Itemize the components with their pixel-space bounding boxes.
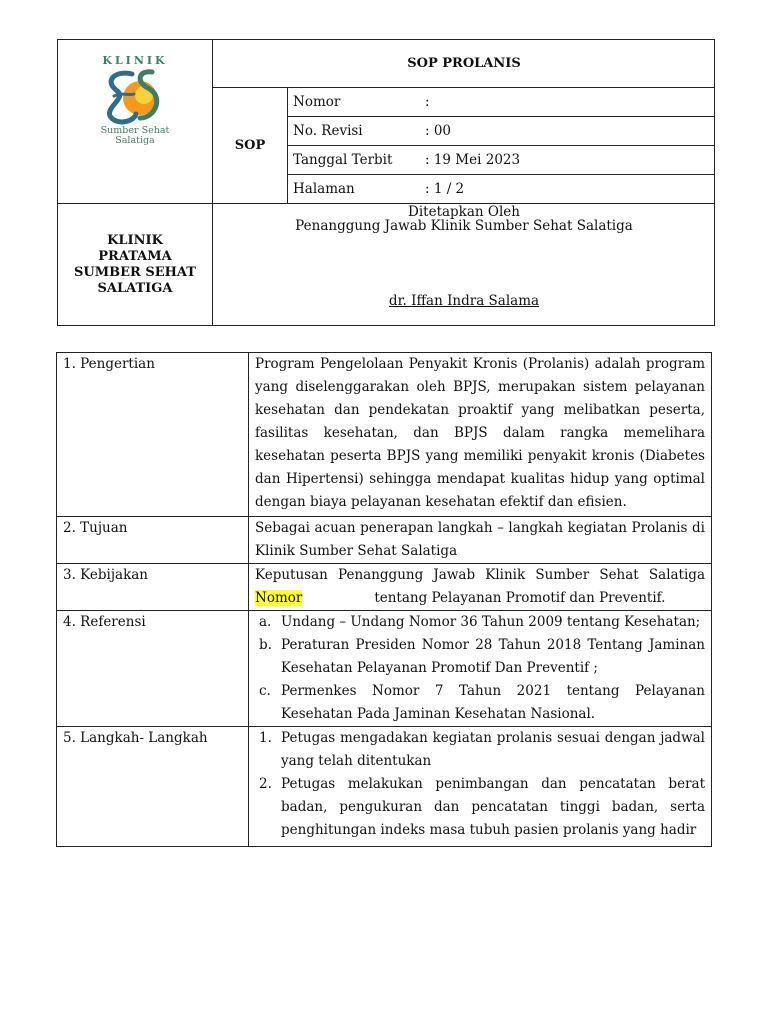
list-text: Petugas mengadakan kegiatan prolanis sesuai dengan jadwal yang telah ditentukan — [281, 730, 705, 769]
section-text: Sebagai acuan penerapan langkah – langkah kegiatan Prolanis di Klinik Sumber Sehat Salatiga — [249, 517, 712, 564]
meta-row-nomor — [287, 87, 715, 116]
section-label: 1. Pengertian — [57, 353, 249, 517]
section-label: 2. Tujuan — [57, 517, 249, 564]
list-item — [255, 727, 705, 773]
list-text: Peraturan Presiden Nomor 28 Tahun 2018 Tentang Jaminan Kesehatan Pelayanan Promotif Dan Preventif ; — [281, 637, 705, 676]
sop-label: SOP — [212, 87, 287, 203]
table-row-pengertian — [57, 353, 712, 517]
approval-block — [212, 203, 715, 325]
clinic-name-line: SALATIGA — [97, 280, 173, 296]
table-row-referensi — [57, 611, 712, 727]
list-item — [255, 680, 705, 726]
list-item — [255, 611, 705, 634]
list-text: Petugas melakukan penimbangan dan pencatatan berat badan, pengukuran dan pencatatan tinggi badan, serta penghitungan indeks masa tubuh pasien prolanis yang hadir — [281, 776, 705, 838]
list-marker: 2. — [259, 776, 272, 792]
logo-subtitle-2: Salatiga — [115, 135, 155, 146]
meta-key: Halaman — [293, 181, 355, 197]
meta-value: : 1 / 2 — [425, 181, 465, 197]
meta-key: Tanggal Terbit — [293, 152, 393, 168]
logo-emblem-icon — [94, 66, 178, 126]
table-row-langkah — [57, 727, 712, 847]
list-item — [255, 773, 705, 842]
section-text — [249, 564, 712, 611]
list-marker: b. — [259, 637, 272, 653]
section-text: Program Pengelolaan Penyakit Kronis (Prolanis) adalah program yang diselenggarakan oleh BPJS, merupakan sistem pelayanan kesehatan dan pendekatan proaktif yang melibatkan peserta, fasilitas kesehatan, dan BPJS dalam rangka memelihara kesehatan peserta BPJS yang memiliki penyakit kronis (Diabetes dan Hipertensi) sehingga mendapat kualitas hidup yang optimal dengan biaya pelayanan kesehatan efektif dan efisien. — [249, 353, 712, 517]
list-item — [255, 634, 705, 680]
meta-key: Nomor — [293, 94, 341, 110]
list-marker: a. — [259, 614, 272, 630]
meta-row-tanggal — [287, 145, 715, 174]
signatory-name: dr. Iffan Indra Salama — [388, 293, 540, 309]
sop-header-table — [57, 39, 715, 326]
list-marker: c. — [259, 683, 271, 699]
approval-line-2: Penanggung Jawab Klinik Sumber Sehat Salatiga — [295, 218, 633, 234]
section-list — [249, 611, 712, 727]
highlighted-nomor: Nomor — [255, 590, 303, 606]
meta-row-halaman — [287, 174, 715, 203]
clinic-name — [58, 203, 212, 325]
list-marker: 1. — [259, 730, 272, 746]
clinic-name-line: PRATAMA — [98, 248, 172, 264]
list-text: Undang – Undang Nomor 36 Tahun 2009 tentang Kesehatan; — [281, 614, 701, 630]
logo-word: KLINIK — [102, 54, 168, 67]
meta-key: No. Revisi — [293, 123, 363, 139]
clinic-name-line: SUMBER SEHAT — [74, 264, 196, 280]
section-list — [249, 727, 712, 847]
meta-row-revisi — [287, 116, 715, 145]
clinic-logo — [58, 40, 212, 203]
meta-value: : 00 — [425, 123, 452, 139]
kebijakan-text-before: Keputusan Penanggung Jawab Klinik Sumber Sehat Salatiga — [255, 567, 705, 583]
section-label: 3. Kebijakan — [57, 564, 249, 611]
clinic-name-line: KLINIK — [107, 232, 163, 248]
document-title: SOP PROLANIS — [212, 40, 715, 87]
meta-value: : 19 Mei 2023 — [425, 152, 521, 168]
table-row-kebijakan — [57, 564, 712, 611]
logo-subtitle-1: Sumber Sehat — [100, 125, 170, 136]
section-label: 4. Referensi — [57, 611, 249, 727]
sop-content-table — [56, 352, 712, 847]
list-text: Permenkes Nomor 7 Tahun 2021 tentang Pelayanan Kesehatan Pada Jaminan Kesehatan Nasional. — [281, 683, 705, 722]
section-label: 5. Langkah- Langkah — [57, 727, 249, 847]
kebijakan-text-after: tentang Pelayanan Promotif dan Preventif. — [374, 590, 666, 606]
table-row-tujuan — [57, 517, 712, 564]
meta-value: : — [425, 94, 430, 110]
approval-line-1: Ditetapkan Oleh — [408, 204, 520, 220]
